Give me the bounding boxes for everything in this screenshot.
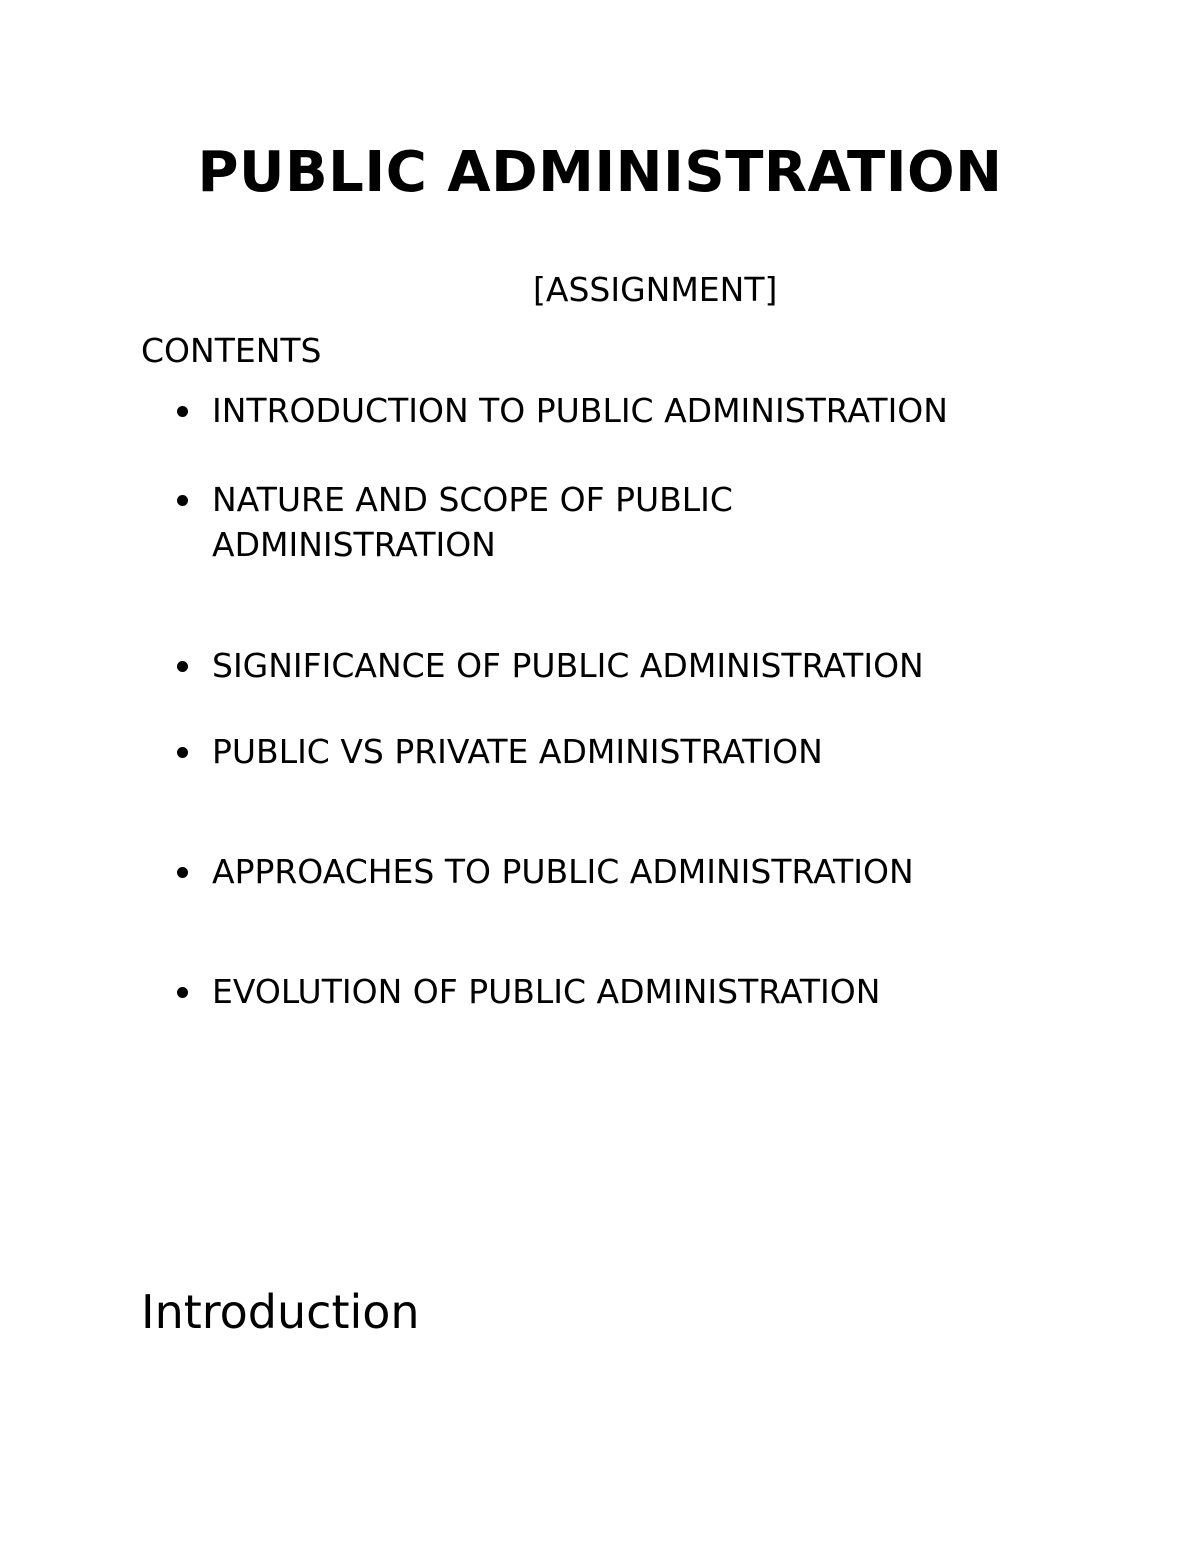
contents-item-label: APPROACHES TO PUBLIC ADMINISTRATION	[212, 852, 914, 891]
contents-item	[212, 477, 812, 567]
document-title: PUBLIC ADMINISTRATION	[197, 140, 1003, 205]
contents-item	[212, 849, 1032, 894]
bullet-icon	[177, 867, 188, 878]
contents-item-label: SIGNIFICANCE OF PUBLIC ADMINISTRATION	[212, 646, 924, 685]
bullet-icon	[177, 495, 188, 506]
bullet-icon	[177, 661, 188, 672]
contents-item	[212, 969, 1032, 1014]
bullet-icon	[177, 406, 188, 417]
section-heading-introduction: Introduction	[141, 1285, 420, 1339]
contents-heading: CONTENTS	[141, 331, 322, 370]
contents-item-label: PUBLIC VS PRIVATE ADMINISTRATION	[212, 732, 823, 771]
contents-item-label: INTRODUCTION TO PUBLIC ADMINISTRATION	[212, 391, 948, 430]
contents-item	[212, 729, 1032, 774]
contents-item	[212, 643, 1032, 688]
contents-item	[212, 388, 1032, 433]
contents-item-label: NATURE AND SCOPE OF PUBLIC ADMINISTRATION	[212, 480, 733, 564]
bullet-icon	[177, 747, 188, 758]
contents-item-label: EVOLUTION OF PUBLIC ADMINISTRATION	[212, 972, 881, 1011]
document-subtitle: [ASSIGNMENT]	[533, 270, 778, 309]
bullet-icon	[177, 987, 188, 998]
